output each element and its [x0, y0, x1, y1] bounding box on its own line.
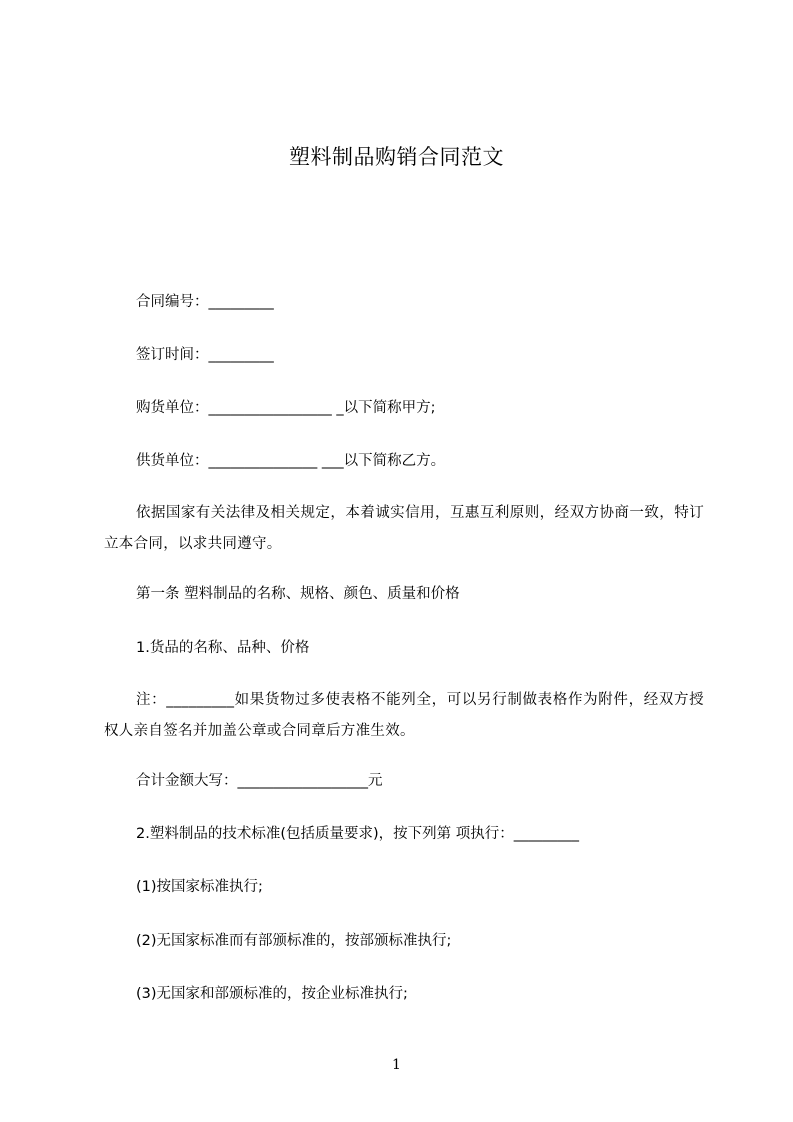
- document-title: 塑料制品购销合同范文: [289, 145, 504, 169]
- item-1-line: 1.货品的名称、品种、价格: [136, 640, 310, 656]
- note-paragraph: 注：_________如果货物过多使表格不能列全，可以另行制做表格作为附件，经双方授权人亲自签名并加盖公章或合同章后方准生效。: [104, 692, 704, 739]
- standard-3-line: (3)无国家和部颁标准的，按企业标准执行;: [136, 986, 408, 1002]
- supplier-line: 供货单位：_______________ ___以下简称乙方。: [136, 453, 446, 469]
- page-number: 1: [392, 1057, 401, 1073]
- article-1-heading: 第一条 塑料制品的名称、规格、颜色、质量和价格: [136, 586, 460, 602]
- standard-2-line: (2)无国家标准而有部颁标准的，按部颁标准执行;: [136, 933, 452, 949]
- item-2-line: 2.塑料制品的技术标准(包括质量要求)，按下列第 项执行：_________: [136, 826, 580, 842]
- total-amount-line: 合计金额大写：__________________元: [136, 773, 383, 789]
- standard-1-line: (1)按国家标准执行;: [136, 879, 263, 895]
- contract-number-line: 合同编号：_________: [136, 294, 274, 310]
- preamble-paragraph: 依据国家有关法律及相关规定，本着诚实信用，互惠互利原则，经双方协商一致，特订立本合同，以求共同遵守。: [104, 505, 704, 552]
- signing-time-line: 签订时间：_________: [136, 347, 274, 363]
- buyer-line: 购货单位：_________________ _以下简称甲方;: [136, 400, 436, 416]
